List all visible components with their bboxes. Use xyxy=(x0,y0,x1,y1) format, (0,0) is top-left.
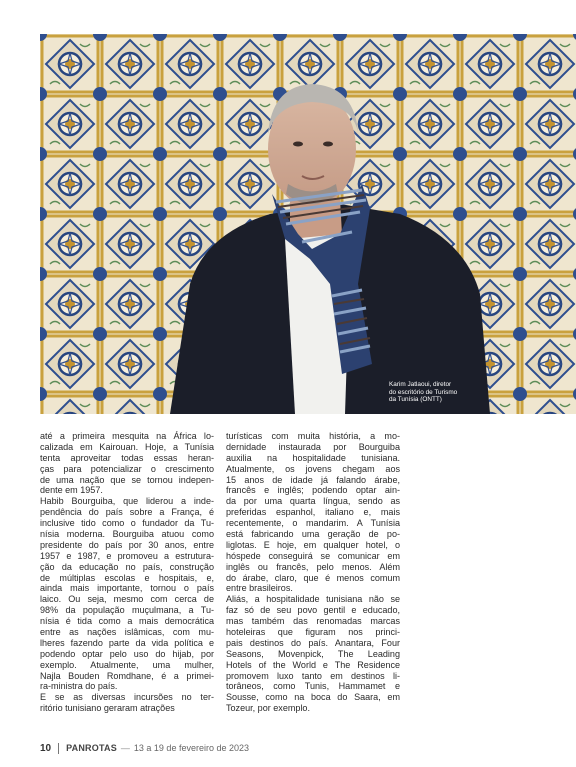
text-line: hoteleiras que figuram nos princi- xyxy=(226,627,400,638)
text-line: recentemente, o mandarim. A Tunísia xyxy=(226,518,400,529)
text-line: inclusive tido como o fundador da Tu- xyxy=(40,518,214,529)
text-line: lheres fazendo parte da vida política e xyxy=(40,637,214,648)
text-line: ças para potencializar o crescimento xyxy=(40,463,214,474)
page-number: 10 xyxy=(40,742,52,754)
text-line: ainda mais importante, tornou o país xyxy=(40,583,214,594)
text-line: dente em 1957. xyxy=(40,485,103,496)
text-line: Najla Bouden Romdhane, é a primei- xyxy=(40,670,214,681)
text-line: mas também das renomadas marcas xyxy=(226,616,400,627)
caption-line: Karim Jatlaoui, diretor xyxy=(389,381,452,388)
publication-name: PANROTAS xyxy=(66,743,117,753)
issue-date: 13 a 19 de fevereiro de 2023 xyxy=(133,743,249,753)
text-line: Habib Bourguiba, que liderou a inde- xyxy=(40,496,214,507)
text-line: está fabricando uma geração de po- xyxy=(226,529,400,540)
text-line: inglês ou francês, pelo menos. Além xyxy=(226,561,400,572)
text-line: torâneos, como Tunis, Hammamet e xyxy=(226,681,400,692)
text-line: da por uma quarta língua, sendo as xyxy=(226,496,400,507)
text-line: até a primeira mesquita na África lo- xyxy=(40,431,214,441)
text-line: turísticas com muita história, a mo- xyxy=(226,431,400,441)
text-line: ra-ministra do país. xyxy=(40,681,118,692)
text-line: ritório tunisiano geraram atrações xyxy=(40,703,175,714)
text-line: entre as nações islâmicas, com mu- xyxy=(40,627,214,638)
text-line: Aliás, a hospitalidade tunisiana não se xyxy=(226,594,400,605)
text-line: nísia moderna. Bourguiba atuou como xyxy=(40,529,214,540)
text-line: Tozeur, por exemplo. xyxy=(226,703,310,714)
text-line: de uma nação que se tornou indepen- xyxy=(40,474,214,485)
text-line: preferidas espanhol, italiano e, mais xyxy=(226,507,400,518)
text-line: 1957 e 1987, e promoveu a estrutura- xyxy=(40,550,214,561)
text-line: auxilia na hospitalidade tunisiana. xyxy=(226,452,400,463)
text-line: pendência do país sobre a França, é xyxy=(40,507,214,518)
text-line: dernidade instaurada por Bourguiba xyxy=(226,441,400,452)
text-line: Atualmente, os jovens chegam aos xyxy=(226,463,400,474)
page-footer xyxy=(40,741,249,755)
text-line: faz só de seu povo gentil e educado, xyxy=(226,605,400,616)
text-line: entre brasileiros. xyxy=(226,583,293,594)
text-line: E se as diversas incursões no ter- xyxy=(40,692,214,703)
article-photo xyxy=(40,34,576,414)
text-line: liglotas. E hoje, em qualquer hotel, o xyxy=(226,539,400,550)
text-line: francês e inglês; podendo optar ain- xyxy=(226,485,400,496)
caption-line: do escritório de Turismo xyxy=(389,388,458,396)
text-line: podendo optar pelo uso do hijab, por xyxy=(40,648,214,659)
text-line: tenta aproveitar todas essas heran- xyxy=(40,452,214,463)
text-line: ção da educação no país, construção xyxy=(40,561,214,572)
text-line: 15 anos de idade já falando árabe, xyxy=(226,474,400,485)
text-line: 98% da população muçulmana, a Tu- xyxy=(40,605,214,616)
photo-illustration xyxy=(40,34,576,414)
text-line: promovem luxo tanto em destinos li- xyxy=(226,670,400,681)
text-line: Sousse, como na boca do Saara, em xyxy=(226,692,400,703)
text-line: pais destinos do país. Anantara, Four xyxy=(226,637,400,648)
article-column-right xyxy=(226,431,400,714)
text-line: nísia é tida como a mais democrática xyxy=(40,616,214,627)
text-line: hóspede conseguirá se comunicar em xyxy=(226,550,400,561)
text-line: Seasons, Movenpick, The Leading xyxy=(226,648,400,659)
text-line: calizada em Kairouan. Hoje, a Tunísia xyxy=(40,441,214,452)
footer-dash: — xyxy=(120,743,130,753)
text-line: exemplo. Atualmente, uma mulher, xyxy=(40,659,214,670)
footer-divider xyxy=(58,743,59,754)
caption-line: da Tunísia (ONTT) xyxy=(389,396,442,404)
photo-caption xyxy=(389,381,519,404)
text-line: presidente do país por 30 anos, entre xyxy=(40,539,214,550)
article-column-left xyxy=(40,431,214,714)
text-line: Hotels of the World e The Residence xyxy=(226,659,400,670)
text-line: de múltiplas escolas e hospitais, e, xyxy=(40,572,214,583)
text-line: do árabe, claro, que é menos comum xyxy=(226,572,400,583)
text-line: laico. Ou seja, mesmo com cerca de xyxy=(40,594,214,605)
